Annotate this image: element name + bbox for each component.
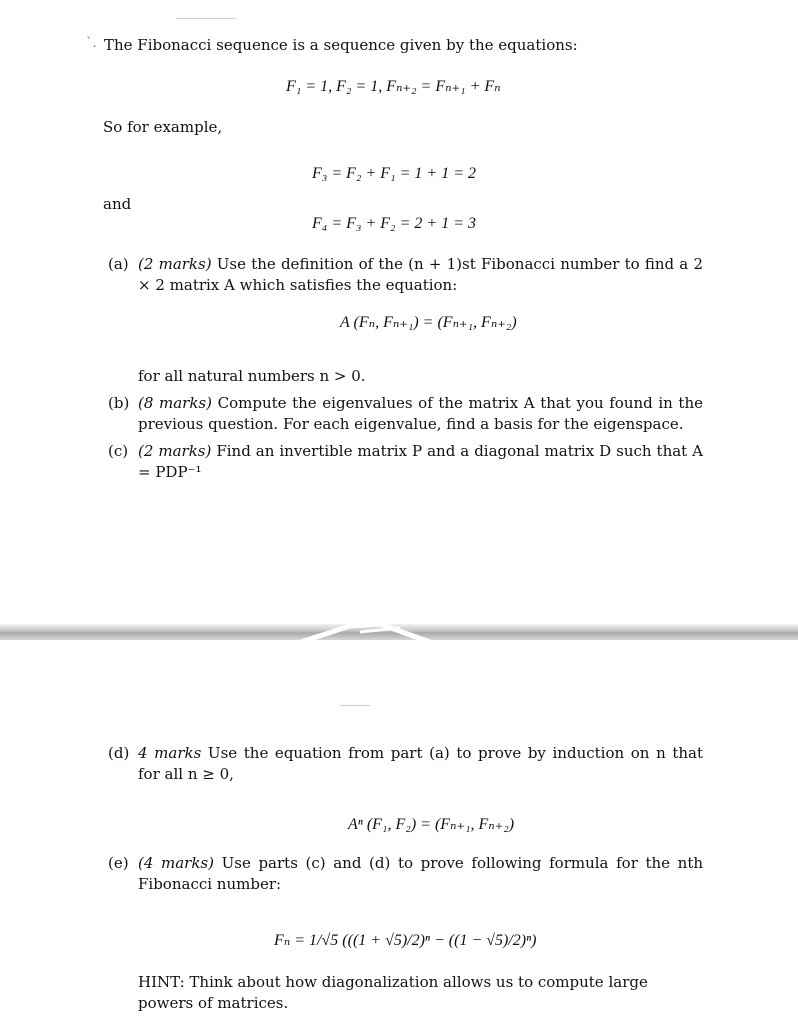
part-e-text: Use parts (c) and (d) to prove following formula for the nth Fibonacci number: [138, 854, 704, 893]
part-d-text: Use the equation from part (a) to prove by induction on n that for all n ≥ 0, [138, 744, 704, 783]
fibonacci-definition: F₁ = 1, F₂ = 1, Fₙ₊₂ = Fₙ₊₁ + Fₙ [286, 78, 501, 95]
example-f3: F₃ = F₂ + F₁ = 1 + 1 = 2 [312, 165, 476, 182]
part-a-marks: (2 marks) [138, 255, 212, 273]
part-b-label: (b) [108, 394, 130, 412]
part-a [108, 254, 703, 296]
scan-mark [176, 18, 236, 19]
part-c-text: Find an invertible matrix P and a diagonal matrix D such that A = PDP⁻¹ [138, 442, 704, 481]
part-d-marks: 4 marks [138, 744, 202, 762]
part-c-marks: (2 marks) [138, 442, 212, 460]
white-scribble [290, 618, 440, 648]
part-b-marks: (8 marks) [138, 394, 212, 412]
part-c [108, 441, 703, 483]
part-e-marks: (4 marks) [138, 854, 214, 872]
part-d-label: (d) [108, 744, 130, 762]
example-f4: F₄ = F₃ + F₂ = 2 + 1 = 3 [312, 215, 476, 232]
part-e [108, 853, 703, 895]
part-e-formula: Fₙ = 1/√5 (((1 + √5)/2)ⁿ − ((1 − √5)/2)ⁿ) [274, 932, 537, 949]
intro-text: The Fibonacci sequence is a sequence given by the equations: [104, 36, 578, 54]
part-a-condition: for all natural numbers n > 0. [138, 367, 366, 385]
part-d [108, 743, 703, 785]
part-a-equation: A (Fₙ, Fₙ₊₁) = (Fₙ₊₁, Fₙ₊₂) [340, 314, 517, 331]
and-word: and [103, 195, 132, 213]
hint-text: HINT: Think about how diagonalization allows us to compute large powers of matrices. [138, 973, 648, 1012]
part-d-equation: Aⁿ (F₁, F₂) = (Fₙ₊₁, Fₙ₊₂) [348, 816, 515, 833]
scan-mark [340, 705, 370, 706]
part-b [108, 393, 703, 435]
example-intro: So for example, [103, 118, 223, 136]
part-b-text: Compute the eigenvalues of the matrix A that you found in the previous question. For each eigenvalue, find a basis for the eigenspace. [138, 394, 703, 433]
part-e-label: (e) [108, 854, 129, 872]
part-c-label: (c) [108, 442, 129, 460]
question-marker: `. [86, 36, 97, 51]
part-a-text: Use the definition of the (n + 1)st Fibonacci number to find a 2 × 2 matrix A which satisfies the equation: [138, 255, 703, 294]
part-a-label: (a) [108, 255, 129, 273]
